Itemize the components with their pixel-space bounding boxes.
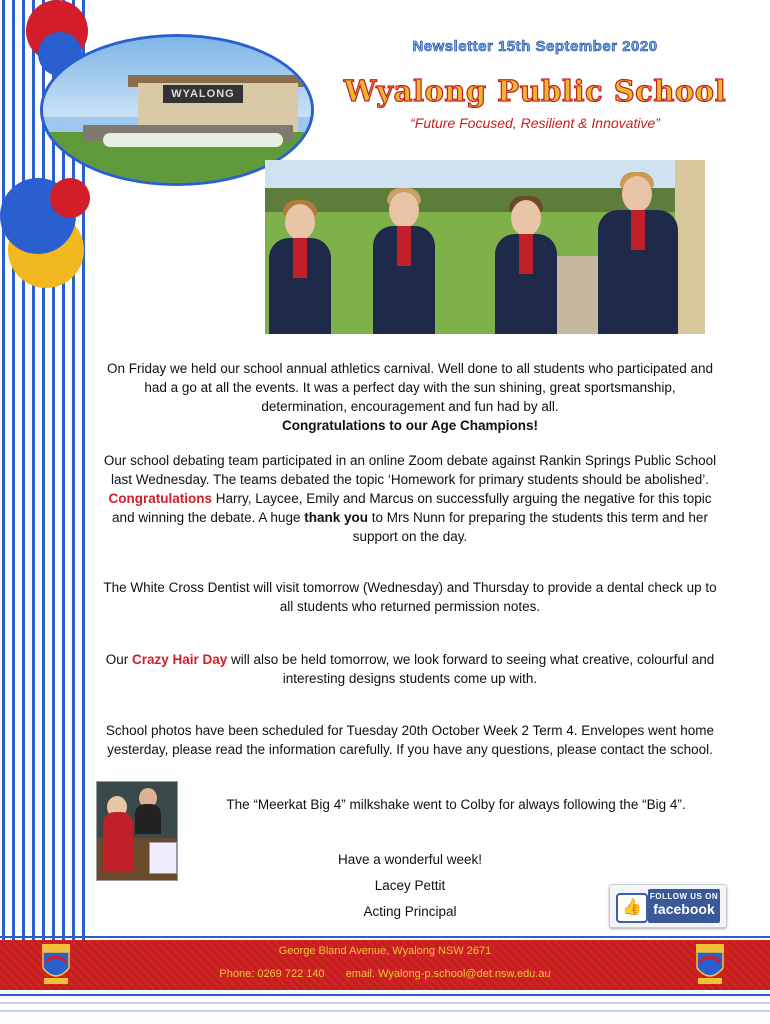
- dentist-text: The White Cross Dentist will visit tomorrow (Wednesday) and Thursday to provide a dental check up to all students who returned permission notes.: [103, 580, 717, 614]
- footer-rule-top: [0, 936, 770, 938]
- crazy-hair-text-b: will also be held tomorrow, we look forward to seeing what creative, colourful and interesting designs students come up with.: [231, 652, 715, 686]
- footer-email[interactable]: email. Wyalong-p.school@det.nsw.edu.au: [345, 968, 551, 980]
- crazy-hair-highlight: Crazy Hair Day: [131, 652, 228, 667]
- footer-rule-2: [0, 1002, 770, 1004]
- footer-phone: Phone: 0269 722 140: [219, 968, 325, 980]
- decor-circle-red-mid: [50, 178, 90, 218]
- debating-text-a: Our school debating team participated in an online Zoom debate against Rankin Springs Public School last Wednesday. The teams debated the topic ‘Homework for primary students should be abolished’.: [103, 453, 717, 487]
- thank-you-highlight: thank you: [304, 510, 368, 525]
- crazy-hair-paragraph: [100, 650, 720, 688]
- crazy-hair-text-a: Our: [105, 652, 129, 667]
- principal-name: Lacey Pettit: [374, 878, 446, 893]
- school-name-title: Wyalong Public School: [343, 74, 727, 108]
- newsletter-date: Newsletter 15th September 2020: [412, 38, 658, 55]
- signoff-text: Have a wonderful week!: [337, 852, 483, 867]
- follow-us-label: FOLLOW US ON: [649, 892, 719, 901]
- meerkat-text: The “Meerkat Big 4” milkshake went to Colby for always following the “Big 4”.: [226, 797, 686, 812]
- debating-text-c: to Mrs Nunn for preparing the students this term and her support on the day.: [352, 510, 708, 544]
- school-photos-paragraph: [100, 721, 720, 759]
- school-motto: “Future Focused, Resilient & Innovative”: [410, 115, 660, 131]
- principal-role: Acting Principal: [363, 904, 457, 919]
- school-crest-right-icon: [694, 942, 726, 986]
- athletics-text: On Friday we held our school annual athletics carnival. Well done to all students who participated and had a go at all the events. It was a perfect day with the sun shining, great sportsmanship, determination, encouragement and fun had by all.: [106, 361, 714, 414]
- school-sign: WYALONG: [163, 85, 243, 103]
- footer-rule-3: [0, 1010, 770, 1012]
- dentist-paragraph: [100, 578, 720, 616]
- facebook-follow-button[interactable]: [609, 884, 727, 928]
- meerkat-paragraph: [176, 795, 736, 814]
- athletics-paragraph: [100, 359, 720, 435]
- footer-contact: [0, 968, 770, 980]
- thumbs-up-icon: 👍: [616, 893, 648, 923]
- debating-team-photo: [265, 160, 705, 334]
- school-photos-text: School photos have been scheduled for Tuesday 20th October Week 2 Term 4. Envelopes went home yesterday, please read the information carefully. If you have any questions, please contact the school.: [105, 723, 715, 757]
- debating-paragraph: [100, 451, 720, 546]
- debating-text-b: Harry, Laycee, Emily and Marcus on successfully arguing the negative for this topic and winning the debate. A huge: [112, 491, 712, 525]
- facebook-label: facebook: [653, 901, 715, 917]
- congratulations-highlight: Congratulations: [108, 491, 212, 506]
- age-champions-text: Congratulations to our Age Champions!: [282, 418, 538, 433]
- footer-rule-1: [0, 994, 770, 996]
- footer-banner: [0, 940, 770, 990]
- footer-address: George Bland Avenue, Wyalong NSW 2671: [278, 945, 492, 957]
